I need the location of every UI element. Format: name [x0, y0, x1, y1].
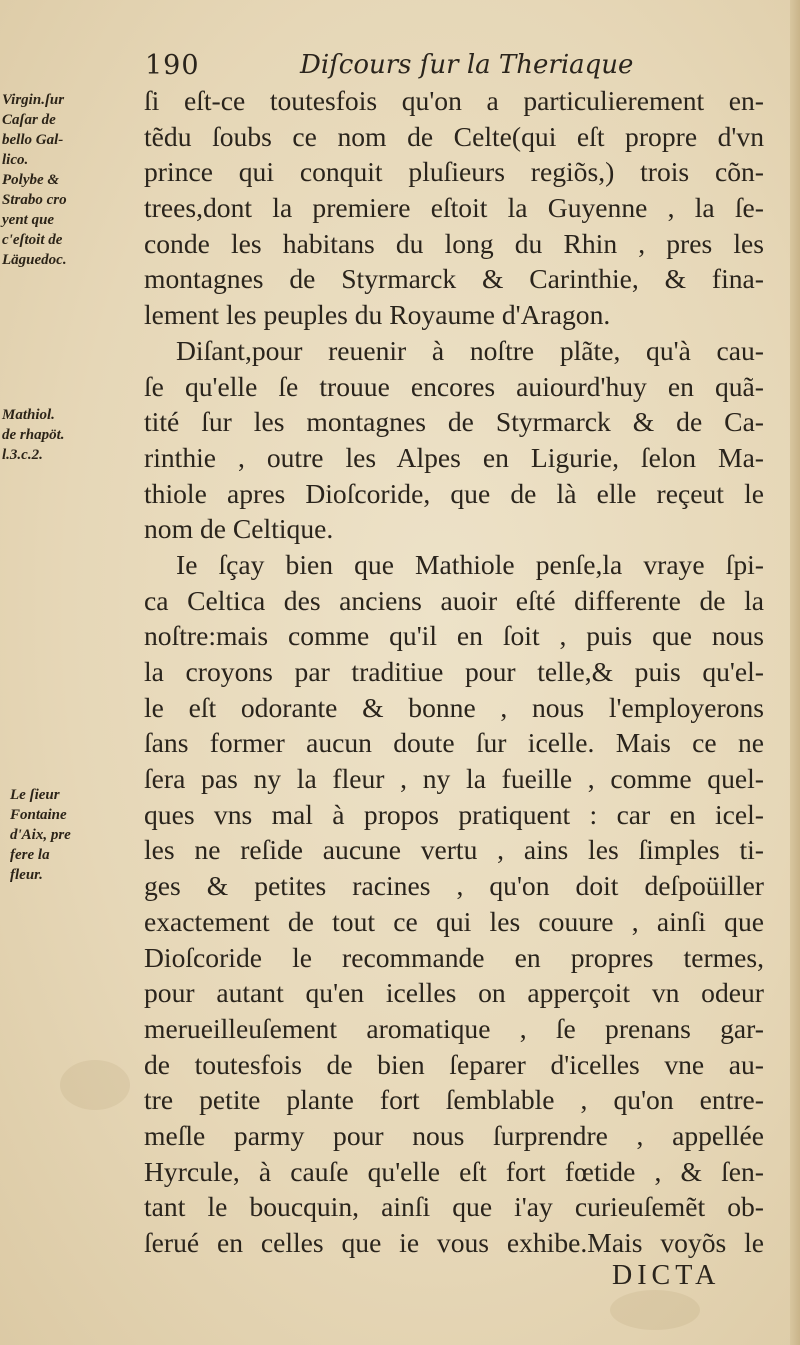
text-line: ges & petites racines , qu'on doit deſpoüiller [144, 870, 764, 902]
margin-note-line: Mathiol. [2, 407, 55, 423]
text-line: ſera pas ny la fleur , ny la fueille , comme quel- [144, 763, 764, 795]
margin-note-line: Strabo cro [2, 192, 67, 208]
margin-note-line: fleur. [10, 867, 43, 883]
text-line: prince qui conquit pluſieurs regiõs,) trois cõn- [144, 156, 764, 188]
text-line: nom de Celtique. [144, 513, 334, 545]
text-line: tant le boucquin, ainſi que i'ay curieuſemẽt ob- [144, 1191, 764, 1223]
margin-note-line: lico. [2, 152, 29, 168]
body-text [144, 83, 764, 1261]
text-line: meſle parmy pour nous ſurprendre , appellée [144, 1119, 764, 1151]
text-line: conde les habitans du long du Rhin , pres les [144, 227, 764, 259]
margin-note-line: l.3.c.2. [2, 447, 43, 463]
margin-note-line: yent que [2, 212, 55, 228]
text-line: noſtre:mais comme qu'il en ſoit , puis que nous [144, 620, 764, 652]
text-line: Dioſcoride le recommande en propres termes, [144, 941, 764, 973]
text-line: tre petite plante fort ſemblable , qu'on entre- [144, 1084, 764, 1116]
text-line: la croyons par traditiue pour telle,& puis qu'el- [144, 656, 764, 687]
text-line: ſe qu'elle ſe trouue encores auiourd'huy en quã- [144, 370, 764, 402]
text-line: Diſant,pour reuenir à noſtre plãte, qu'à cau- [176, 334, 764, 366]
text-line: de toutesfois de bien ſeparer d'icelles vne au- [144, 1048, 764, 1080]
text-line: thiole apres Dioſcoride, que de là elle reçeut le [144, 477, 764, 509]
text-line: pour autant qu'en icelles on apperçoit vn odeur [144, 977, 764, 1009]
margin-note-line: c'eſtoit de [2, 232, 63, 248]
text-line: ſi eſt-ce toutesfois qu'on a particulierement en- [144, 85, 764, 116]
margin-note-line: Läguedoc. [2, 252, 67, 268]
text-line: les ne reſide aucune vertu , ains les ſimples ti- [144, 834, 764, 866]
text-line: rinthie , outre les Alpes en Ligurie, ſelon Ma- [144, 441, 764, 473]
margin-note-line: Virgin.ſur [2, 92, 65, 108]
text-line: le eſt odorante & bonne , nous l'employerons [144, 691, 764, 723]
text-line: exactement de tout ce qui les couure , ainſi que [144, 905, 764, 937]
text-line: ques vns mal à propos pratiquent : car en icel- [144, 798, 764, 830]
text-line: ſerué en celles que ie vous exhibe.Mais voyõs le [144, 1227, 764, 1258]
text-line: trees,dont la premiere eſtoit la Guyenne , la ſe- [144, 192, 764, 224]
text-line: tité ſur les montagnes de Styrmarck & de Ca- [144, 406, 764, 438]
margin-note [10, 785, 71, 885]
page-number: 190 [145, 50, 200, 81]
text-line: ca Celtica des anciens auoir eſté differente de la [144, 584, 764, 616]
margin-note-line: fere la [10, 847, 50, 863]
margin-note-line: de rhapöt. [2, 427, 65, 443]
margin-note-line: Le ſieur [10, 787, 60, 803]
margin-note-line: Caſar de [2, 112, 56, 128]
page-edge [790, 0, 800, 1345]
margin-note [2, 405, 65, 465]
text-line: Ie ſçay bien que Mathiole penſe,la vraye ſpi- [176, 548, 764, 580]
paper-stain [60, 1060, 130, 1110]
margin-note-line: d'Aix, pre [10, 827, 71, 843]
running-title: Diſcours ſur la Theriaque [300, 50, 634, 80]
catchword: DICTA [612, 1260, 721, 1291]
paper-stain [610, 1290, 700, 1330]
text-line: lement les peuples du Royaume d'Aragon. [144, 299, 611, 331]
text-line: montagnes de Styrmarck & Carinthie, & fina- [144, 263, 764, 295]
text-line: merueilleuſement aromatique , ſe prenans gar- [144, 1012, 764, 1044]
text-line: tẽdu ſoubs ce nom de Celte(qui eſt propre d'vn [144, 120, 764, 152]
text-line: ſans former aucun doute ſur icelle. Mais ce ne [144, 727, 764, 759]
margin-note-line: Fontaine [10, 807, 67, 823]
text-line: Hyrcule, à cauſe qu'elle eſt fort fœtide , & ſen- [144, 1155, 764, 1187]
margin-note [2, 90, 67, 270]
margin-note-line: Polybe & [2, 172, 60, 188]
margin-note-line: bello Gal- [2, 132, 64, 148]
